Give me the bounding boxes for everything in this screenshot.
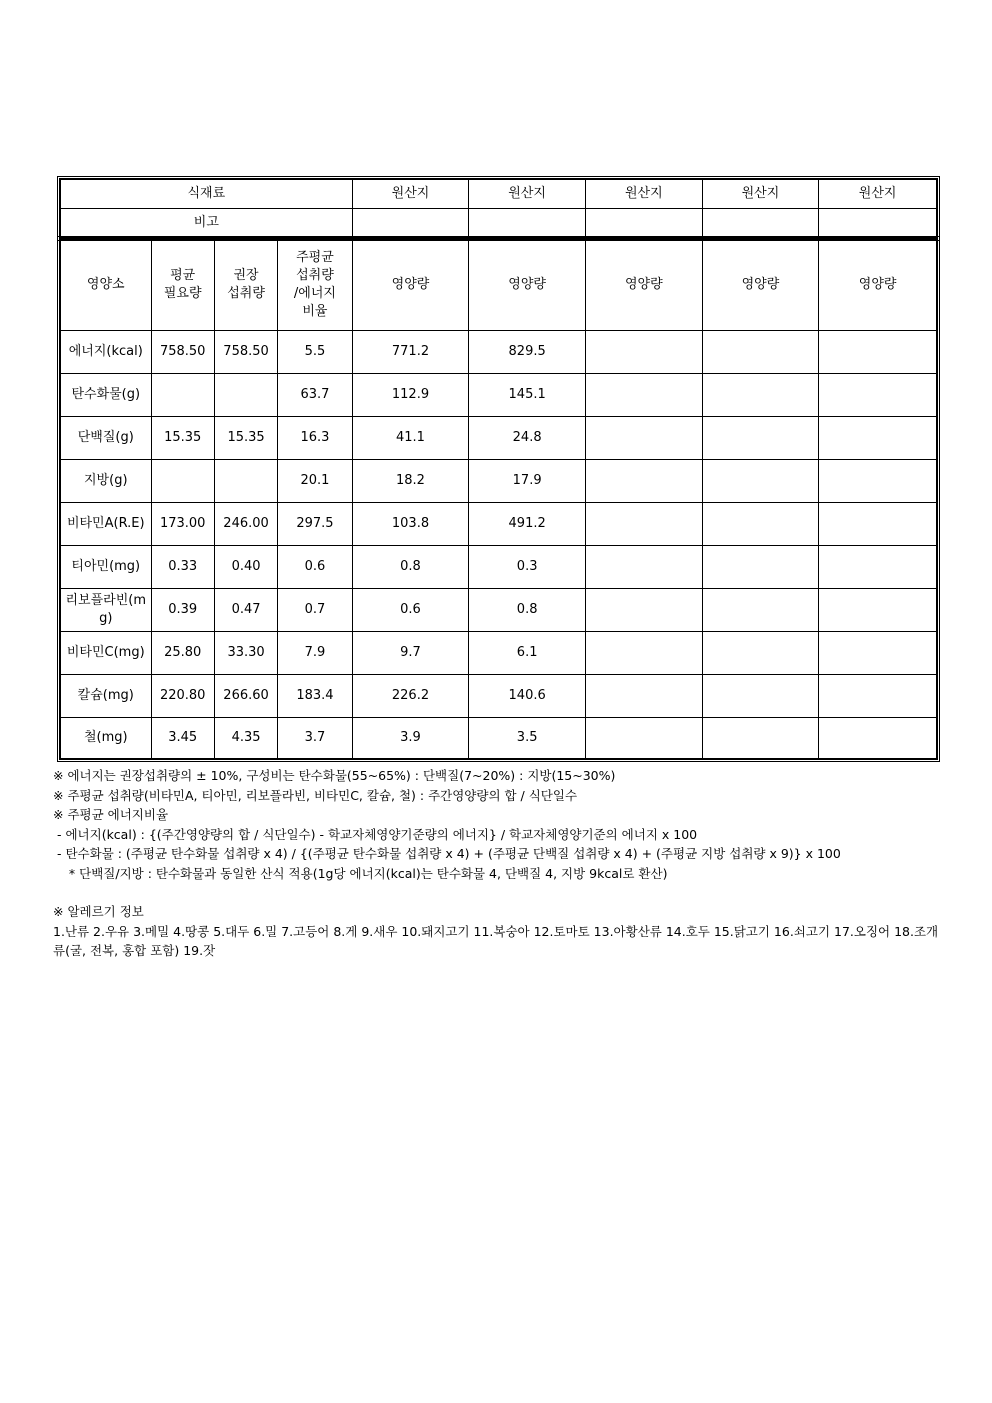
nutrition-amount-cell — [702, 460, 819, 503]
nutrition-amount-cell — [585, 331, 702, 374]
nutrient-name-cell: 단백질(g) — [61, 417, 152, 460]
weekly-avg-intake-cell: 0.7 — [278, 589, 352, 632]
ingredient-label: 식재료 — [61, 180, 353, 209]
nutrition-amount-cell: 3.9 — [352, 718, 469, 759]
nutrition-amount-cell: 226.2 — [352, 675, 469, 718]
origin-header: 원산지 — [469, 180, 586, 209]
nutrition-amount-cell — [585, 632, 702, 675]
nutrition-amount-cell — [585, 675, 702, 718]
notes-section — [53, 766, 943, 961]
nutrition-row — [61, 632, 937, 675]
weekly-avg-intake-cell: 63.7 — [278, 374, 352, 417]
nutrition-amount-cell: 0.8 — [469, 589, 586, 632]
weekly-avg-intake-cell: 5.5 — [278, 331, 352, 374]
nutrient-name-cell: 지방(g) — [61, 460, 152, 503]
nutrition-amount-cell: 112.9 — [352, 374, 469, 417]
weekly-avg-intake-cell: 7.9 — [278, 632, 352, 675]
header-nutrition-amount: 영양량 — [702, 240, 819, 331]
recommended-intake-cell — [214, 460, 277, 503]
nutrition-amount-cell: 103.8 — [352, 503, 469, 546]
remarks-cell — [469, 209, 586, 238]
nutrient-name-cell: 비타민A(R.E) — [61, 503, 152, 546]
nutrition-amount-cell — [585, 460, 702, 503]
nutrition-amount-cell — [819, 632, 937, 675]
nutrition-amount-cell — [819, 546, 937, 589]
remarks-cell — [585, 209, 702, 238]
origin-header: 원산지 — [819, 180, 937, 209]
nutrition-amount-cell: 145.1 — [469, 374, 586, 417]
nutrition-amount-cell: 9.7 — [352, 632, 469, 675]
nutrition-amount-cell: 3.5 — [469, 718, 586, 759]
nutrition-row — [61, 460, 937, 503]
nutrition-row — [61, 417, 937, 460]
avg-requirement-cell: 3.45 — [151, 718, 214, 759]
nutrition-amount-cell: 41.1 — [352, 417, 469, 460]
note-energy-formula: - 에너지(kcal) : {(주간영양량의 합 / 식단일수) - 학교자체영양기준량의 에너지} / 학교자체영양기준의 에너지 x 100 — [53, 826, 698, 842]
nutrient-name-cell: 리보플라빈(mg) — [61, 589, 152, 632]
header-nutrition-amount: 영양량 — [819, 240, 937, 331]
nutrition-amount-cell — [585, 589, 702, 632]
ingredient-origin-table — [57, 176, 940, 241]
avg-requirement-cell: 15.35 — [151, 417, 214, 460]
nutrition-amount-cell: 771.2 — [352, 331, 469, 374]
avg-requirement-cell: 25.80 — [151, 632, 214, 675]
nutrition-amount-cell — [702, 718, 819, 759]
nutrition-table — [57, 236, 940, 762]
nutrition-amount-cell: 0.8 — [352, 546, 469, 589]
header-weekly-avg-intake: 주평균 섭취량 /에너지 비율 — [278, 240, 352, 331]
nutrient-name-cell: 에너지(kcal) — [61, 331, 152, 374]
header-avg-requirement: 평균 필요량 — [151, 240, 214, 331]
recommended-intake-cell: 15.35 — [214, 417, 277, 460]
note-energy-ratio: ※ 에너지는 권장섭취량의 ± 10%, 구성비는 탄수화물(55~65%) : 단백질(7~20%) : 지방(15~30%) — [53, 768, 616, 783]
nutrition-amount-cell — [585, 503, 702, 546]
allergy-list: 1.난류 2.우유 3.메밀 4.땅콩 5.대두 6.밀 7.고등어 8.게 9.새우 10.돼지고기 11.복숭아 12.토마토 13.아황산류 14.호두 15.닭고기 16.쇠고기 17.오징어 18.조개류(굴, 전복, 홍합 포함) 19.잣 — [53, 923, 939, 958]
nutrition-amount-cell: 140.6 — [469, 675, 586, 718]
nutrition-amount-cell — [819, 374, 937, 417]
recommended-intake-cell: 4.35 — [214, 718, 277, 759]
weekly-avg-intake-cell: 0.6 — [278, 546, 352, 589]
nutrition-amount-cell — [702, 632, 819, 675]
nutrition-amount-cell — [702, 503, 819, 546]
remarks-cell — [819, 209, 937, 238]
nutrition-amount-cell: 0.3 — [469, 546, 586, 589]
nutrition-row — [61, 503, 937, 546]
nutrition-amount-cell — [819, 589, 937, 632]
origin-header: 원산지 — [702, 180, 819, 209]
recommended-intake-cell: 0.40 — [214, 546, 277, 589]
weekly-avg-intake-cell: 16.3 — [278, 417, 352, 460]
nutrition-amount-cell — [585, 718, 702, 759]
note-energy-ratio-title: ※ 주평균 에너지비율 — [53, 807, 169, 822]
nutrient-name-cell: 철(mg) — [61, 718, 152, 759]
nutrition-amount-cell — [819, 503, 937, 546]
recommended-intake-cell: 758.50 — [214, 331, 277, 374]
recommended-intake-cell: 33.30 — [214, 632, 277, 675]
nutrition-amount-cell: 17.9 — [469, 460, 586, 503]
nutrition-amount-cell: 0.6 — [352, 589, 469, 632]
note-carb-formula: - 탄수화물 : (주평균 탄수화물 섭취량 x 4) / {(주평균 탄수화물 섭취량 x 4) + (주평균 단백질 섭취량 x 4) + (주평균 지방 섭취량 x 9)} x 100 — [53, 846, 841, 861]
header-recommended-intake: 권장 섭취량 — [214, 240, 277, 331]
nutrition-header-row — [61, 240, 937, 331]
nutrition-amount-cell — [819, 417, 937, 460]
avg-requirement-cell: 173.00 — [151, 503, 214, 546]
nutrition-amount-cell — [702, 374, 819, 417]
nutrition-row — [61, 546, 937, 589]
nutrition-row — [61, 675, 937, 718]
nutrition-amount-cell — [819, 331, 937, 374]
weekly-avg-intake-cell: 297.5 — [278, 503, 352, 546]
remarks-cell — [702, 209, 819, 238]
avg-requirement-cell — [151, 460, 214, 503]
nutrition-row — [61, 331, 937, 374]
nutrition-amount-cell — [819, 460, 937, 503]
avg-requirement-cell: 758.50 — [151, 331, 214, 374]
nutrition-amount-cell: 491.2 — [469, 503, 586, 546]
nutrition-row — [61, 718, 937, 759]
note-weekly-avg: ※ 주평균 섭취량(비타민A, 티아민, 리보플라빈, 비타민C, 칼슘, 철) : 주간영양량의 합 / 식단일수 — [53, 787, 578, 803]
nutrition-amount-cell — [702, 589, 819, 632]
weekly-avg-intake-cell: 183.4 — [278, 675, 352, 718]
avg-requirement-cell — [151, 374, 214, 417]
nutrition-amount-cell — [819, 675, 937, 718]
nutrient-name-cell: 비타민C(mg) — [61, 632, 152, 675]
header-nutrition-amount: 영양량 — [352, 240, 469, 331]
nutrition-amount-cell — [585, 417, 702, 460]
remarks-cell — [352, 209, 469, 238]
recommended-intake-cell: 0.47 — [214, 589, 277, 632]
nutrition-amount-cell: 6.1 — [469, 632, 586, 675]
origin-header: 원산지 — [585, 180, 702, 209]
nutrient-name-cell: 탄수화물(g) — [61, 374, 152, 417]
nutrient-name-cell: 칼슘(mg) — [61, 675, 152, 718]
avg-requirement-cell: 0.33 — [151, 546, 214, 589]
nutrition-amount-cell — [702, 417, 819, 460]
recommended-intake-cell: 266.60 — [214, 675, 277, 718]
recommended-intake-cell: 246.00 — [214, 503, 277, 546]
nutrition-amount-cell — [702, 546, 819, 589]
remarks-label: 비고 — [61, 209, 353, 238]
note-protein-fat-formula: * 단백질/지방 : 탄수화물과 동일한 산식 적용(1g당 에너지(kcal)는 탄수화물 4, 단백질 4, 지방 9kcal로 환산) — [53, 865, 668, 881]
nutrition-amount-cell — [585, 546, 702, 589]
nutrition-amount-cell — [819, 718, 937, 759]
origin-header: 원산지 — [352, 180, 469, 209]
nutrition-amount-cell — [585, 374, 702, 417]
header-nutrition-amount: 영양량 — [585, 240, 702, 331]
remarks-row — [61, 209, 937, 238]
nutrition-amount-cell: 24.8 — [469, 417, 586, 460]
nutrition-amount-cell — [702, 675, 819, 718]
header-nutrient: 영양소 — [61, 240, 152, 331]
avg-requirement-cell: 0.39 — [151, 589, 214, 632]
nutrition-row — [61, 374, 937, 417]
ingredient-row — [61, 180, 937, 209]
nutrition-row — [61, 589, 937, 632]
nutrition-amount-cell — [702, 331, 819, 374]
header-nutrition-amount: 영양량 — [469, 240, 586, 331]
weekly-avg-intake-cell: 20.1 — [278, 460, 352, 503]
allergy-title: ※ 알레르기 정보 — [53, 904, 144, 919]
nutrition-amount-cell: 829.5 — [469, 331, 586, 374]
weekly-avg-intake-cell: 3.7 — [278, 718, 352, 759]
avg-requirement-cell: 220.80 — [151, 675, 214, 718]
nutrition-amount-cell: 18.2 — [352, 460, 469, 503]
recommended-intake-cell — [214, 374, 277, 417]
nutrient-name-cell: 티아민(mg) — [61, 546, 152, 589]
